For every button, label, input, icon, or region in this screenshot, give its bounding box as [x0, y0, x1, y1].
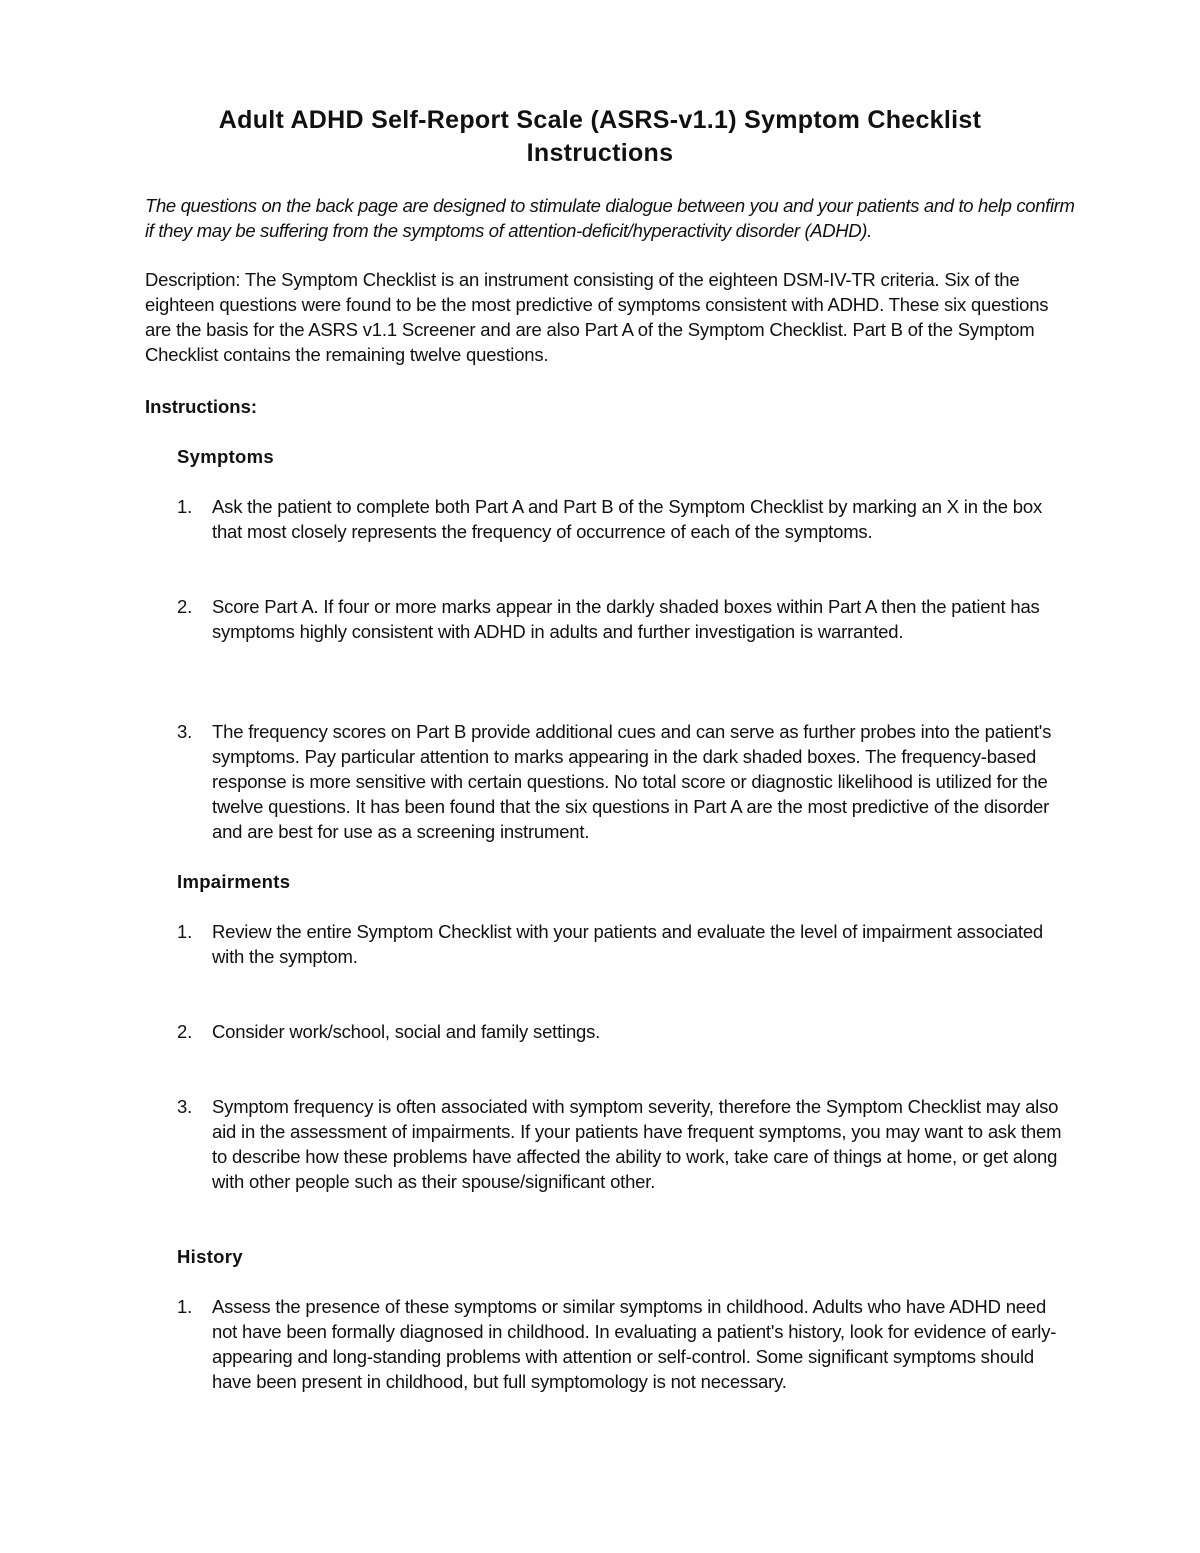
item-text: The frequency scores on Part B provide additional cues and can serve as further probes into the patient's symptoms. Pay particular attention to marks appearing in the dark shaded boxes. The frequency-based response is more sensitive with certain questions. No total score or diagnostic likelihood is utilized for the twelve questions. It has been found that the six questions in Part A are the most predictive of the disorder and are best for use as a screening instrument.: [212, 721, 1052, 842]
intro-paragraph: The questions on the back page are designed to stimulate dialogue between you and your patients and to help confirm if they may be suffering from the symptoms of attention-deficit/hyperactivity disorder (ADHD).: [145, 195, 1075, 241]
history-heading: History: [177, 1246, 243, 1267]
item-text: Symptom frequency is often associated with symptom severity, therefore the Symptom Checklist may also aid in the assessment of impairments. If your patients have frequent symptoms, you may want to ask them to describe how these problems have affected the ability to work, take care of things at home, or get along with other people such as their spouse/significant other.: [212, 1096, 1062, 1192]
impairments-item-3: [177, 1094, 1067, 1194]
symptoms-item-3: [177, 719, 1067, 844]
item-number: 1.: [177, 1296, 193, 1317]
item-text: Ask the patient to complete both Part A and Part B of the Symptom Checklist by marking an X in the box that most closely represents the frequency of occurrence of each of the symptoms.: [212, 496, 1043, 542]
description-paragraph: Description: The Symptom Checklist is an instrument consisting of the eighteen DSM-IV-TR criteria. Six of the eighteen questions were found to be the most predictive of symptoms consistent with ADHD. These six questions are the basis for the ASRS v1.1 Screener and are also Part A of the Symptom Checklist. Part B of the Symptom Checklist contains the remaining twelve questions.: [145, 269, 1049, 365]
symptoms-heading: Symptoms: [177, 446, 274, 467]
impairments-heading: Impairments: [177, 871, 291, 892]
symptoms-item-1: [177, 494, 1067, 544]
instructions-heading: Instructions:: [145, 396, 258, 417]
document-subtitle: Instructions: [526, 139, 674, 167]
history-item-1: [177, 1294, 1067, 1394]
item-text: Score Part A. If four or more marks appear in the darkly shaded boxes within Part A then the patient has symptoms highly consistent with ADHD in adults and further investigation is warranted.: [212, 596, 1040, 642]
item-number: 3.: [177, 721, 193, 742]
document-title: Adult ADHD Self-Report Scale (ASRS-v1.1) Symptom Checklist: [218, 106, 982, 134]
item-text: Consider work/school, social and family settings.: [212, 1021, 601, 1042]
impairments-item-1: [177, 919, 1067, 969]
impairments-item-2: [177, 1019, 1067, 1044]
item-number: 2.: [177, 596, 193, 617]
item-text: Review the entire Symptom Checklist with your patients and evaluate the level of impairment associated with the symptom.: [212, 921, 1044, 967]
item-text: Assess the presence of these symptoms or similar symptoms in childhood. Adults who have ADHD need not have been formally diagnosed in childhood. In evaluating a patient's history, look for evidence of early-appearing and long-standing problems with attention or self-control. Some significant symptoms should have been present in childhood, but full symptomology is not necessary.: [212, 1296, 1057, 1392]
symptoms-item-2: [177, 594, 1067, 644]
item-number: 3.: [177, 1096, 193, 1117]
item-number: 1.: [177, 921, 193, 942]
item-number: 2.: [177, 1021, 193, 1042]
item-number: 1.: [177, 496, 193, 517]
